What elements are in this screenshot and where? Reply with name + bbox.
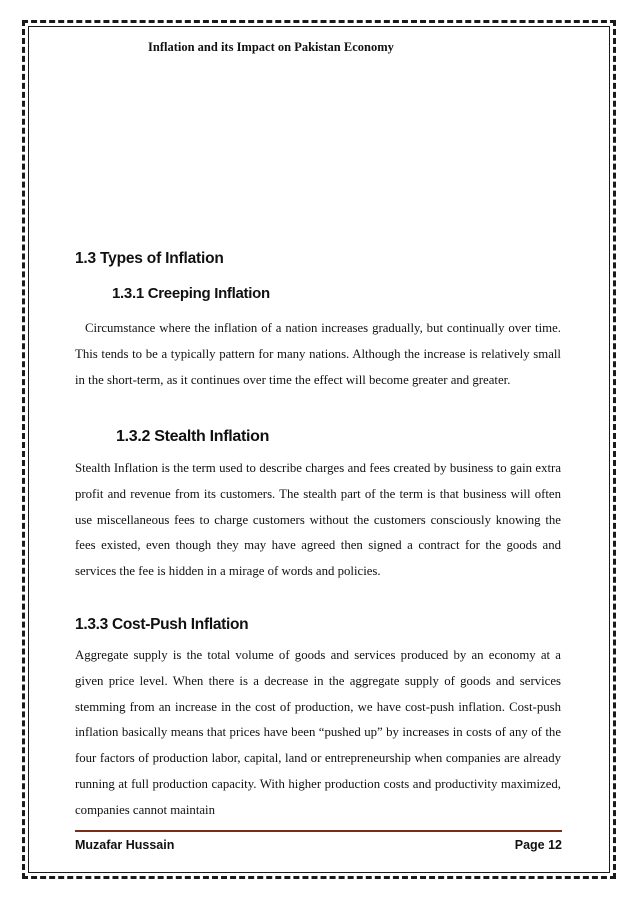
- subsection-heading-creeping: 1.3.1 Creeping Inflation: [112, 285, 270, 302]
- paragraph-cost-push: Aggregate supply is the total volume of goods and services produced by an economy at a given price level. When there is a decrease in the aggregate supply of goods and services stemming from an increase in the cost of production, we have cost-push inflation. Cost-push inflation basically means that prices have been “pushed up” by increases in costs of any of the four factors of production labor, capital, land or entrepreneurship when companies are already running at full production capacity. With higher production costs and productivity maximized, companies cannot maintain: [75, 648, 561, 817]
- subsection-heading-cost-push: 1.3.3 Cost-Push Inflation: [75, 616, 249, 633]
- paragraph-creeping: Circumstance where the inflation of a nation increases gradually, but continually over time. This tends to be a typically pattern for many nations. Although the increase is relatively small in the short-term, as it continues over time the effect will become greater and greater.: [75, 321, 561, 387]
- footer-divider: [75, 830, 562, 832]
- footer-page-number: Page 12: [514, 838, 562, 852]
- running-header: Inflation and its Impact on Pakistan Economy: [148, 40, 394, 54]
- subsection-heading-stealth: 1.3.2 Stealth Inflation: [116, 428, 270, 445]
- section-heading: 1.3 Types of Inflation: [75, 250, 224, 267]
- footer-author: Muzafar Hussain: [75, 838, 175, 852]
- paragraph-stealth: Stealth Inflation is the term used to describe charges and fees created by business to gain extra profit and revenue from its customers. The stealth part of the term is that business will often use miscellaneous fees to charge customers without the customers consciously knowing the fees existed, even though they may have agreed then signed a contract for the goods and services the fee is hidden in a mirage of words and policies.: [75, 461, 561, 579]
